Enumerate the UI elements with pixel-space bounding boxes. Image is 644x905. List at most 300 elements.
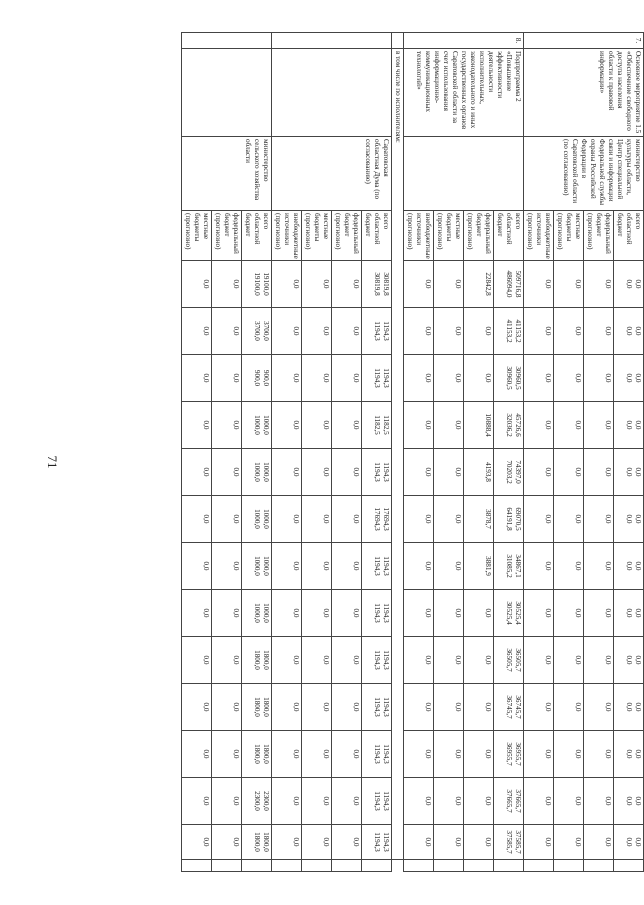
- value: 0,0: [544, 326, 552, 336]
- value-cell: [464, 402, 494, 449]
- value: 0,0: [352, 702, 360, 712]
- source-cell: [494, 211, 524, 261]
- value-total: 1194,3: [382, 368, 390, 388]
- value-cell: [332, 731, 362, 778]
- value-cell: [584, 825, 614, 860]
- value-cell: [182, 308, 212, 355]
- page-number: 71: [45, 455, 60, 469]
- value-regional: 0,0: [625, 561, 633, 571]
- value-cell: [332, 778, 362, 825]
- executor-name: [404, 137, 524, 211]
- empty-cell: [584, 860, 614, 872]
- value-cell: [494, 261, 524, 308]
- value: 0,0: [232, 326, 240, 336]
- value-cell: [554, 778, 584, 825]
- value-cell: [404, 402, 434, 449]
- value: 0,0: [454, 561, 462, 571]
- value: 0,0: [544, 420, 552, 430]
- value: 0,0: [484, 796, 492, 806]
- value-total: 69070,5: [514, 507, 522, 531]
- table-row: [494, 33, 524, 872]
- value: 0,0: [292, 702, 300, 712]
- value-total: 0,0: [634, 420, 642, 430]
- value-cell: [584, 778, 614, 825]
- value: 3878,7: [484, 509, 492, 529]
- value-cell: [212, 496, 242, 543]
- value: 0,0: [232, 796, 240, 806]
- value-cell: [434, 637, 464, 684]
- value-cell: [404, 825, 434, 860]
- value-regional: 1194,3: [373, 650, 381, 670]
- value-cell: [272, 778, 302, 825]
- row-number: 7.: [524, 33, 644, 49]
- value: 4193,8: [484, 462, 492, 482]
- measure-name: Подпрограмма 2 «Повышение эффективности деятельности исполнительных, законодательного и иных государственных органов Саратовской области за счет использования информационно-коммуникационных технологий»: [404, 49, 524, 137]
- value-cell: [554, 308, 584, 355]
- value-total: 1800,0: [262, 744, 270, 764]
- value-total: 1800,0: [262, 650, 270, 670]
- value-regional: 1000,0: [253, 415, 261, 435]
- value-cell: [434, 543, 464, 590]
- empty-cell: [212, 860, 242, 872]
- value-cell: [584, 308, 614, 355]
- value: 0,0: [322, 420, 330, 430]
- source-regional: областной бюджет: [496, 213, 513, 245]
- value-cell: [614, 496, 644, 543]
- value-cell: [524, 825, 554, 860]
- value: 0,0: [574, 655, 582, 665]
- value-cell: [554, 825, 584, 860]
- value-regional: 1000,0: [253, 603, 261, 623]
- value-cell: [362, 355, 392, 402]
- value: 0,0: [544, 837, 552, 847]
- value-cell: [242, 778, 272, 825]
- value-regional: 37665,7: [505, 789, 513, 813]
- value-cell: [584, 261, 614, 308]
- value: 0,0: [322, 655, 330, 665]
- value-regional: 1800,0: [253, 650, 261, 670]
- value-total: 1194,3: [382, 556, 390, 576]
- value-cell: [434, 825, 464, 860]
- value-total: 1194,3: [382, 744, 390, 764]
- value-total: 1194,3: [382, 697, 390, 717]
- value-regional: 1194,3: [373, 697, 381, 717]
- value: 0,0: [232, 702, 240, 712]
- value-cell: [554, 543, 584, 590]
- source: местные бюджеты (прогнозно): [436, 213, 462, 250]
- table-row: [614, 33, 644, 872]
- value-cell: [242, 731, 272, 778]
- value-regional: 2300,0: [253, 791, 261, 811]
- value: 0,0: [352, 749, 360, 759]
- empty-cell: [434, 860, 464, 872]
- value-regional: 0,0: [625, 608, 633, 618]
- value-regional: 1194,3: [373, 744, 381, 764]
- value-cell: [272, 637, 302, 684]
- value-cell: [584, 731, 614, 778]
- source-cell: [434, 211, 464, 261]
- value: 0,0: [574, 796, 582, 806]
- value-cell: [332, 543, 362, 590]
- value-regional: 1194,3: [373, 603, 381, 623]
- value-cell: [182, 261, 212, 308]
- value-cell: [212, 308, 242, 355]
- empty-cell: [302, 860, 332, 872]
- value-regional: 0,0: [625, 514, 633, 524]
- value-cell: [332, 496, 362, 543]
- source: внебюджетные источники (прогнозно): [406, 213, 432, 259]
- source: федеральный бюджет (прогнозно): [466, 213, 492, 254]
- value-regional: 1000,0: [253, 509, 261, 529]
- value-cell: [272, 355, 302, 402]
- value-cell: [434, 731, 464, 778]
- empty-cell: [182, 49, 272, 137]
- value: 0,0: [544, 702, 552, 712]
- value-cell: [494, 543, 524, 590]
- value-cell: [554, 496, 584, 543]
- value-cell: [272, 731, 302, 778]
- value-cell: [404, 590, 434, 637]
- value-regional: 0,0: [625, 796, 633, 806]
- value-cell: [584, 496, 614, 543]
- value-cell: [524, 778, 554, 825]
- value-total: 0,0: [634, 279, 642, 289]
- value-cell: [242, 308, 272, 355]
- value: 0,0: [352, 279, 360, 289]
- value-cell: [404, 543, 434, 590]
- value: 0,0: [604, 702, 612, 712]
- value-cell: [332, 308, 362, 355]
- value-cell: [614, 637, 644, 684]
- value: 0,0: [424, 420, 432, 430]
- value-cell: [494, 637, 524, 684]
- value-cell: [434, 590, 464, 637]
- value-regional: 1800,0: [253, 832, 261, 852]
- source-total: всего: [514, 213, 522, 230]
- value-cell: [434, 684, 464, 731]
- source-regional: областной бюджет: [616, 213, 633, 245]
- value: 0,0: [454, 702, 462, 712]
- value-total: 0,0: [634, 561, 642, 571]
- value-regional: 1194,3: [373, 791, 381, 811]
- rotated-table-container: [96, 32, 644, 872]
- value-cell: [404, 261, 434, 308]
- value-total: 30819,8: [382, 272, 390, 296]
- empty-cell: [272, 33, 392, 49]
- value-cell: [554, 449, 584, 496]
- value-cell: [212, 684, 242, 731]
- value-cell: [332, 355, 362, 402]
- value-total: 36745,7: [514, 695, 522, 719]
- value-cell: [614, 355, 644, 402]
- value: 0,0: [424, 467, 432, 477]
- value-cell: [362, 637, 392, 684]
- value-regional: 0,0: [625, 837, 633, 847]
- value: 0,0: [322, 796, 330, 806]
- value-cell: [302, 825, 332, 860]
- value: 0,0: [424, 837, 432, 847]
- value-cell: [494, 355, 524, 402]
- value-cell: [494, 684, 524, 731]
- value-cell: [302, 449, 332, 496]
- value-total: 19100,0: [262, 272, 270, 296]
- value-cell: [242, 261, 272, 308]
- value-cell: [464, 637, 494, 684]
- value: 0,0: [574, 749, 582, 759]
- value-total: 1194,3: [382, 462, 390, 482]
- value: 0,0: [574, 702, 582, 712]
- value-cell: [302, 543, 332, 590]
- value: 0,0: [604, 749, 612, 759]
- value-cell: [584, 355, 614, 402]
- value-total: 1194,3: [382, 603, 390, 623]
- source-total: всего: [262, 213, 270, 230]
- value: 0,0: [232, 561, 240, 571]
- value-cell: [242, 590, 272, 637]
- value-regional: 1194,3: [373, 556, 381, 576]
- value-cell: [242, 825, 272, 860]
- value-cell: [614, 449, 644, 496]
- value-cell: [524, 496, 554, 543]
- empty-cell: [182, 33, 272, 49]
- value-cell: [212, 543, 242, 590]
- value-cell: [182, 496, 212, 543]
- value-total: 0,0: [634, 749, 642, 759]
- empty-cell: [404, 860, 434, 872]
- empty-cell: [242, 860, 272, 872]
- value: 0,0: [322, 749, 330, 759]
- value-cell: [212, 449, 242, 496]
- value-cell: [434, 402, 464, 449]
- value-regional: 900,0: [253, 369, 261, 387]
- value: 0,0: [484, 373, 492, 383]
- value-total: 0,0: [634, 514, 642, 524]
- value-cell: [464, 543, 494, 590]
- empty-cell: [272, 49, 392, 137]
- table-sheet: [96, 32, 644, 872]
- value: 10888,4: [484, 413, 492, 437]
- value-cell: [332, 590, 362, 637]
- value-total: 0,0: [634, 467, 642, 477]
- value: 0,0: [292, 837, 300, 847]
- value-regional: 70203,2: [505, 460, 513, 484]
- value: 0,0: [604, 655, 612, 665]
- value-regional: 32036,2: [505, 413, 513, 437]
- value: 0,0: [454, 373, 462, 383]
- value-cell: [242, 355, 272, 402]
- value: 0,0: [352, 514, 360, 524]
- value-cell: [242, 543, 272, 590]
- value: 0,0: [604, 608, 612, 618]
- value-cell: [362, 684, 392, 731]
- source: федеральный бюджет (прогнозно): [214, 213, 240, 254]
- value: 0,0: [604, 837, 612, 847]
- source-cell: [524, 211, 554, 261]
- value-total: 1000,0: [262, 556, 270, 576]
- value-cell: [614, 402, 644, 449]
- value: 0,0: [352, 837, 360, 847]
- value: 0,0: [484, 326, 492, 336]
- value: 0,0: [292, 279, 300, 289]
- value-cell: [614, 825, 644, 860]
- value: 0,0: [424, 608, 432, 618]
- value-cell: [182, 355, 212, 402]
- value: 0,0: [292, 420, 300, 430]
- value: 0,0: [292, 467, 300, 477]
- value-regional: 31085,2: [505, 554, 513, 578]
- source: федеральный бюджет (прогнозно): [334, 213, 360, 254]
- value-total: 0,0: [634, 796, 642, 806]
- value-regional: 0,0: [625, 373, 633, 383]
- value: 0,0: [232, 279, 240, 289]
- value: 0,0: [322, 702, 330, 712]
- value-cell: [362, 778, 392, 825]
- value-regional: 64191,8: [505, 507, 513, 531]
- value: 0,0: [604, 467, 612, 477]
- value-cell: [212, 590, 242, 637]
- value-cell: [524, 637, 554, 684]
- value-cell: [614, 590, 644, 637]
- value-cell: [182, 778, 212, 825]
- value: 0,0: [202, 561, 210, 571]
- value-cell: [464, 590, 494, 637]
- value: 0,0: [544, 608, 552, 618]
- value-regional: 1182,5: [373, 415, 381, 435]
- value-cell: [584, 449, 614, 496]
- value-cell: [362, 543, 392, 590]
- value-regional: 30960,5: [505, 366, 513, 390]
- value: 0,0: [604, 561, 612, 571]
- value: 0,0: [202, 796, 210, 806]
- value: 0,0: [292, 514, 300, 524]
- value: 0,0: [574, 608, 582, 618]
- value-total: 2300,0: [262, 791, 270, 811]
- source-cell: [464, 211, 494, 261]
- value: 0,0: [202, 655, 210, 665]
- value-cell: [272, 496, 302, 543]
- value-cell: [362, 449, 392, 496]
- value: 0,0: [202, 373, 210, 383]
- value-cell: [584, 402, 614, 449]
- value: 0,0: [232, 655, 240, 665]
- value: 0,0: [232, 373, 240, 383]
- table-row: [392, 33, 404, 872]
- value-cell: [524, 543, 554, 590]
- value-regional: 17694,3: [373, 507, 381, 531]
- value: 0,0: [232, 467, 240, 477]
- value: 0,0: [544, 796, 552, 806]
- empty-cell: [362, 860, 392, 872]
- value-total: 0,0: [634, 326, 642, 336]
- empty-cell: [614, 860, 644, 872]
- value: 0,0: [424, 326, 432, 336]
- value-total: 1800,0: [262, 832, 270, 852]
- value-regional: 36745,7: [505, 695, 513, 719]
- value: 0,0: [292, 608, 300, 618]
- value-cell: [404, 778, 434, 825]
- value-cell: [272, 261, 302, 308]
- value-cell: [332, 261, 362, 308]
- value-cell: [182, 590, 212, 637]
- value: 0,0: [232, 837, 240, 847]
- value-total: 45726,6: [514, 413, 522, 437]
- value-regional: 0,0: [625, 702, 633, 712]
- value-total: 0,0: [634, 608, 642, 618]
- value-cell: [404, 637, 434, 684]
- value: 0,0: [292, 655, 300, 665]
- value: 0,0: [574, 561, 582, 571]
- value-cell: [554, 590, 584, 637]
- row-number: 8.: [404, 33, 524, 49]
- value-cell: [494, 778, 524, 825]
- value-total: 900,0: [262, 369, 270, 387]
- value: 0,0: [574, 420, 582, 430]
- value-regional: 0,0: [625, 279, 633, 289]
- value: 0,0: [544, 279, 552, 289]
- source: внебюджетные источники (прогнозно): [274, 213, 300, 259]
- value-cell: [584, 637, 614, 684]
- value-total: 1800,0: [262, 697, 270, 717]
- value-total: 1194,3: [382, 791, 390, 811]
- value-cell: [494, 731, 524, 778]
- value-cell: [182, 543, 212, 590]
- value-cell: [464, 778, 494, 825]
- source-cell: [302, 211, 332, 261]
- value: 0,0: [292, 373, 300, 383]
- value-cell: [242, 402, 272, 449]
- value-cell: [464, 355, 494, 402]
- value-cell: [182, 825, 212, 860]
- value-cell: [212, 731, 242, 778]
- value-cell: [182, 402, 212, 449]
- value: 0,0: [232, 749, 240, 759]
- value-cell: [404, 355, 434, 402]
- value-cell: [524, 402, 554, 449]
- value-cell: [212, 637, 242, 684]
- value: 0,0: [202, 467, 210, 477]
- value: 0,0: [322, 837, 330, 847]
- value: 0,0: [322, 561, 330, 571]
- value-cell: [494, 449, 524, 496]
- source-total: всего: [634, 213, 642, 230]
- value-regional: 30819,8: [373, 272, 381, 296]
- value-cell: [212, 778, 242, 825]
- value-cell: [332, 825, 362, 860]
- value-regional: 1194,3: [373, 368, 381, 388]
- value-cell: [584, 684, 614, 731]
- value-cell: [464, 261, 494, 308]
- value-regional: 36505,7: [505, 648, 513, 672]
- value: 22842,8: [484, 272, 492, 296]
- value-regional: 1194,3: [373, 462, 381, 482]
- source-cell: [332, 211, 362, 261]
- source: местные бюджеты (прогнозно): [556, 213, 582, 250]
- value: 0,0: [424, 561, 432, 571]
- value-cell: [524, 308, 554, 355]
- value: 0,0: [484, 608, 492, 618]
- source-cell: [182, 211, 212, 261]
- empty-cell: [182, 860, 212, 872]
- value: 0,0: [232, 608, 240, 618]
- value-cell: [362, 496, 392, 543]
- source-cell: [554, 211, 584, 261]
- value-cell: [464, 825, 494, 860]
- value-total: 1000,0: [262, 415, 270, 435]
- empty-cell: [332, 860, 362, 872]
- value-cell: [404, 731, 434, 778]
- value: 0,0: [454, 655, 462, 665]
- value-cell: [302, 402, 332, 449]
